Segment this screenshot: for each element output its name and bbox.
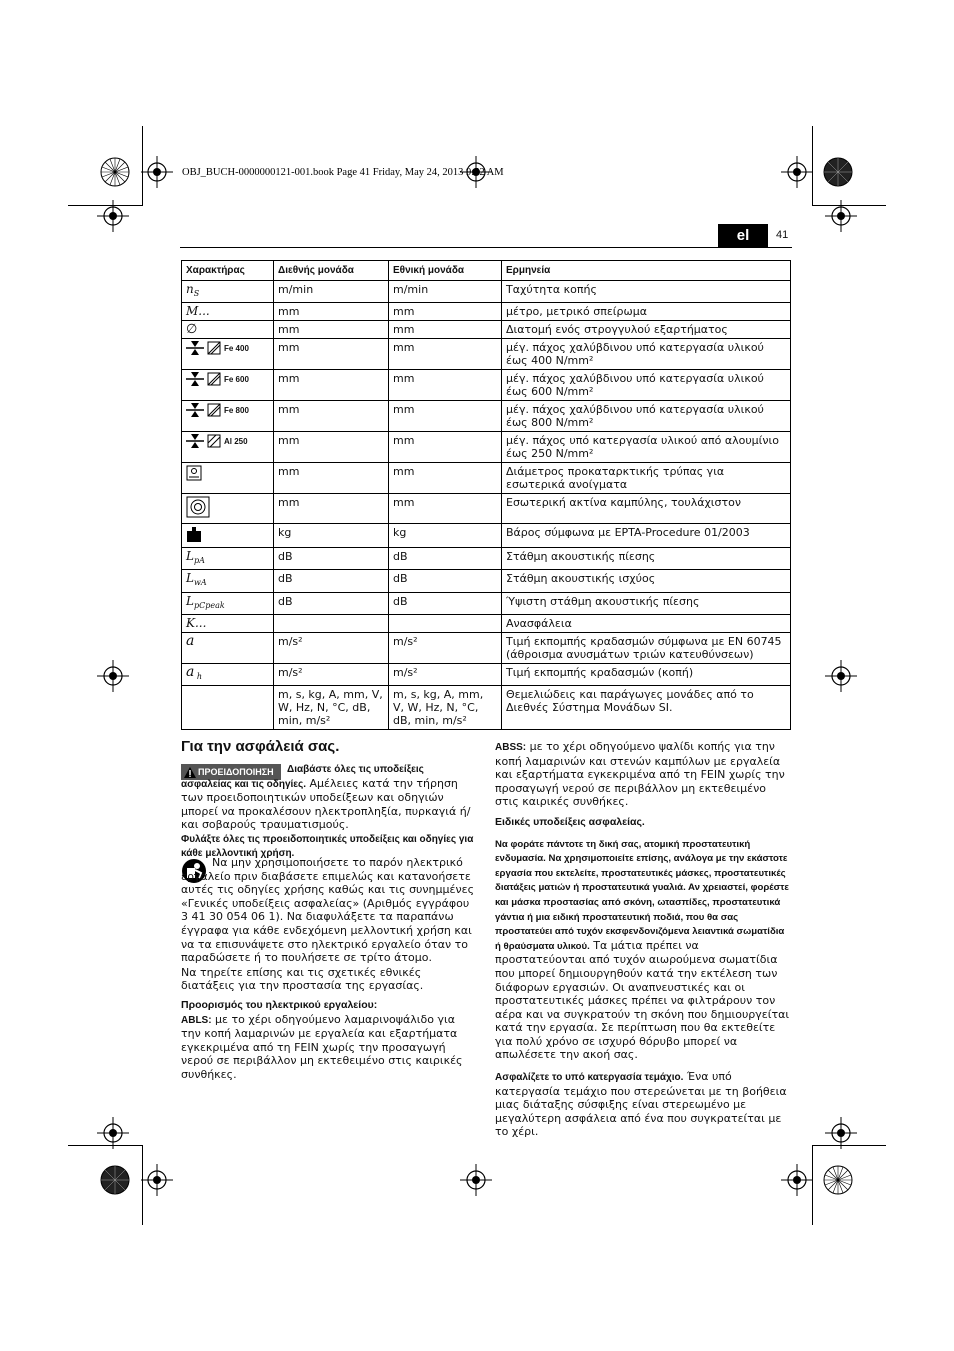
cell: μέγ. πάχος χαλύβδινου υπό κατεργασία υλικού έως 600 N/mm²	[502, 370, 791, 401]
cell: mm	[389, 432, 502, 463]
table-row	[182, 663, 791, 685]
cell	[389, 614, 502, 632]
material-icon	[207, 341, 221, 355]
symbol-cell	[182, 494, 274, 524]
manual-paragraph: Να μην χρησιμοποιήσετε το παρόν ηλεκτρικό εργαλείο πριν διαβάσετε επιμελώς και κατανοήσετε αυτές τις οδηγίες χρήσης καθώς και τις συνημμένες «Γενικές υποδείξεις ασφαλείας» (Αριθμός εγγράφου 3 41 30 054 06 1). Να διαφυλάξετε τα παραπάνω έγγραφα για κάθε ενδεχόμενη μελλοντική χρήση και να τα επισυνάψετε στο ηλεκτρικό εργαλείο όταν το παραδώσετε ή το πουλήσετε σε τρίτο άτομο. Να τηρείτε επίσης και τις σχετικές εθνικές διατάξεις για την προστασία της εργασίας. Προορισμός του ηλεκτρικού εργαλείου: ABLS: με το χέρι οδηγούμενο λαμαρινοψάλιδο για την κοπή λαμαρινών με εργαλεία και εξαρτήματα εγκεκριμένα από τη FEIN χωρίς την προσαγωγή νερού σε περιβάλλον μη εκτεθειμένο στις καιρικές συνθήκες.	[181, 856, 475, 1081]
table-row	[182, 614, 791, 632]
purpose-heading: Προορισμός του ηλεκτρικού εργαλείου:	[181, 998, 378, 1011]
symbol-cell: Fe 800	[182, 401, 274, 432]
table-row	[182, 432, 791, 463]
cell: Ύψιστη στάθμη ακουστικής πίεσης	[502, 592, 791, 614]
warning-paragraph: Διαβάστε όλες τις υποδείξεις ασφαλείας και τις οδηγίες. Αμέλειες κατά την τήρηση των προειδοποιητικών υποδείξεων και οδηγιών μπορεί να προκαλέσουν ηλεκτροπληξία, πυρκαγιά ή/και σοβαρούς τραυματισμούς. Φυλάξτε όλες τις προειδοποιητικές υποδείξεις και οδηγίες για κάθε μελλοντική χρήση.	[181, 764, 474, 859]
cell: Βάρος σύμφωνα με EPTA-Procedure 01/2003	[502, 524, 791, 548]
cell: μέγ. πάχος χαλύβδινου υπό κατεργασία υλικού έως 400 N/mm²	[502, 339, 791, 370]
cell: kg	[274, 524, 389, 548]
cell: Ανασφάλεια	[502, 614, 791, 632]
keep-instructions: Φυλάξτε όλες τις προειδοποιητικές υποδείξεις και οδηγίες για κάθε μελλοντική χρήση.	[181, 833, 474, 859]
cell: dB	[274, 548, 389, 570]
header-national-unit: Εθνική μονάδα	[389, 261, 502, 281]
diameter-icon: ∅	[186, 322, 198, 338]
table-row	[182, 339, 791, 370]
symbol-cell: Fe 600	[182, 370, 274, 401]
cell: μέγ. πάχος υπό κατεργασία υλικού από αλουμίνιο έως 250 N/mm²	[502, 432, 791, 463]
section-title: Για την ασφάλειά σας.	[181, 738, 340, 755]
table-row	[182, 370, 791, 401]
cell: mm	[274, 321, 389, 339]
symbol-cell: a $_h$	[182, 663, 274, 685]
table-row	[182, 401, 791, 432]
symbol-cell: Fe 400	[182, 339, 274, 370]
cell: mm	[389, 303, 502, 321]
cell: mm	[389, 494, 502, 524]
cell: mm	[389, 321, 502, 339]
symbol-cell: $L_{wA}$	[182, 570, 274, 592]
cell: mm	[389, 463, 502, 494]
table-row	[182, 321, 791, 339]
cell: mm	[389, 370, 502, 401]
cell: kg	[389, 524, 502, 548]
header-meaning: Ερμηνεία	[502, 261, 791, 281]
ppe-paragraph: Να φοράτε πάντοτε τη δική σας, ατομική προστατευτική ενδυμασία. Να χρησιμοποιείτε επίσης, ανάλογα με την εκάστοτε εργασία που εκτελείτε, προστατευτικές μάσκες, προστατευτικές διατάξεις ματιών ή προστατευτικά γυαλιά. Αν χρειαστεί, φορέστε και μάσκα προστασίας από σκόνη, ωτασπίδες, προστατευτικά γάντια ή μια ειδική προστατευτική ποδιά, που θα σας προστατεύει από τυχόν εκσφενδονιζόμενα λειαντικά σωματίδια ή θραύσματα υλικού. Τα μάτια πρέπει να προστατεύονται από τυχόν αιωρούμενα σωματίδια που μπορεί δημιουργηθούν κατά την εκτέλεση των διάφορων εργασιών. Οι αναπνευστικές και οι προστατευτικές μάσκες πρέπει να φιλτράρουν τον αέρα και να συγκρατούν τη σκόνη που δημιουργείται κατά την εργασία. Σε περίπτωση που θα εκτεθείτε για πολύ χρόνο σε ισχυρό θόρυβο μπορεί να απωλέσετε την ακοή σας.	[495, 838, 790, 1062]
table-row	[182, 632, 791, 663]
cell: mm	[274, 432, 389, 463]
symbol-cell	[182, 463, 274, 494]
right-column	[495, 740, 791, 1139]
table-row	[182, 685, 791, 729]
cell: Στάθμη ακουστικής ισχύος	[502, 570, 791, 592]
cell: m/s²	[389, 663, 502, 685]
cell: mm	[274, 303, 389, 321]
symbol-cell	[182, 524, 274, 548]
cell: Διατομή ενός στρογγυλού εξαρτήματος	[502, 321, 791, 339]
aluminium-icon	[207, 434, 221, 448]
symbol-cell: a	[182, 632, 274, 663]
header-rule	[180, 247, 792, 248]
cell: mm	[274, 463, 389, 494]
symbol-cell: $n_S$	[182, 281, 274, 303]
cell: Τιμή εκπομπής κραδασμών σύμφωνα με EN 60745 (άθροισμα ανυσμάτων τριών κατευθύνσεων)	[502, 632, 791, 663]
thickness-icon	[186, 434, 204, 448]
cell: Εσωτερική ακτίνα καμπύλης, τουλάχιστον	[502, 494, 791, 524]
table-row	[182, 548, 791, 570]
cell: m, s, kg, A, mm, V, W, Hz, N, °C, dB, min, m/s²	[274, 685, 389, 729]
spec-table	[181, 260, 791, 730]
cell: dB	[389, 592, 502, 614]
table-row	[182, 524, 791, 548]
cell: m, s, kg, A, mm, V, W, Hz, N, °C, dB, min, m/s²	[389, 685, 502, 729]
language-tab: el	[718, 224, 768, 247]
header-character: Χαρακτήρας	[182, 261, 274, 281]
symbol-cell: $L_{pA}$	[182, 548, 274, 570]
table-row	[182, 281, 791, 303]
page-number: 41	[776, 229, 789, 241]
warning-badge: ΠΡΟΕΙΔΟΠΟΙΗΣΗ	[181, 764, 281, 780]
header-intl-unit: Διεθνής μονάδα	[274, 261, 389, 281]
cell: mm	[274, 339, 389, 370]
cell: Ταχύτητα κοπής	[502, 281, 791, 303]
symbol-cell: $L_{pCpeak}$	[182, 592, 274, 614]
thickness-icon	[186, 341, 204, 355]
curve-radius-icon	[186, 496, 210, 518]
cell: m/min	[389, 281, 502, 303]
secure-workpiece-paragraph: Ασφαλίζετε το υπό κατεργασία τεμάχιο. Ένα υπό κατεργασία τεμάχιο που στερεώνεται με τη βοήθεια μιας διάταξης σύσφιξης είναι στερεωμένο με μεγαλύτερη ασφάλεια από ένα που συγκρατείται με το χέρι.	[495, 1070, 787, 1139]
symbol-cell: K...	[182, 614, 274, 632]
cell: Θεμελιώδεις και παράγωγες μονάδες από το Διεθνές Σύστημα Μονάδων SI.	[502, 685, 791, 729]
cell: mm	[274, 494, 389, 524]
cell: μέτρο, μετρικό σπείρωμα	[502, 303, 791, 321]
cell: dB	[389, 548, 502, 570]
symbol-cell: M...	[182, 303, 274, 321]
symbol-cell	[182, 321, 274, 339]
special-safety-heading: Ειδικές υποδείξεις ασφαλείας.	[495, 815, 645, 828]
table-row	[182, 570, 791, 592]
table-header-row	[182, 261, 791, 281]
table-row	[182, 592, 791, 614]
cell: mm	[274, 370, 389, 401]
cell: dB	[274, 570, 389, 592]
table-row	[182, 463, 791, 494]
print-header: OBJ_BUCH-0000000121-001.book Page 41 Friday, May 24, 2013 9:52 AM	[182, 167, 504, 178]
cell: dB	[389, 570, 502, 592]
cell: Στάθμη ακουστικής πίεσης	[502, 548, 791, 570]
material-icon	[207, 403, 221, 417]
cell: m/min	[274, 281, 389, 303]
weight-icon	[186, 526, 202, 542]
cell: μέγ. πάχος χαλύβδινου υπό κατεργασία υλικού έως 800 N/mm²	[502, 401, 791, 432]
material-icon	[207, 372, 221, 386]
cell: dB	[274, 592, 389, 614]
cell: m/s²	[274, 632, 389, 663]
symbol-cell	[182, 685, 274, 729]
cell: m/s²	[274, 663, 389, 685]
cell: Τιμή εκπομπής κραδασμών (κοπή)	[502, 663, 791, 685]
cell: mm	[389, 401, 502, 432]
pilot-hole-icon	[186, 465, 202, 481]
symbol-cell: Al 250	[182, 432, 274, 463]
abss-paragraph: ABSS: με το χέρι οδηγούμενο ψαλίδι κοπής για την κοπή λαμαρινών και στενών καμπύλων με εργαλεία και εξαρτήματα εγκεκριμένα από τη FEIN χωρίς την προσαγωγή νερού σε περιβάλλον μη εκτεθειμένο στις καιρικές συνθήκες.	[495, 740, 785, 809]
table-row	[182, 303, 791, 321]
cell: mm	[389, 339, 502, 370]
national-regulations: Να τηρείτε επίσης και τις σχετικές εθνικές διατάξεις για την προστασία της εργασίας.	[181, 965, 424, 993]
cell: m/s²	[389, 632, 502, 663]
thickness-icon	[186, 372, 204, 386]
table-row	[182, 494, 791, 524]
thickness-icon	[186, 403, 204, 417]
cell: mm	[274, 401, 389, 432]
cell	[274, 614, 389, 632]
cell: Διάμετρος προκαταρκτικής τρύπας για εσωτερικά ανοίγματα	[502, 463, 791, 494]
